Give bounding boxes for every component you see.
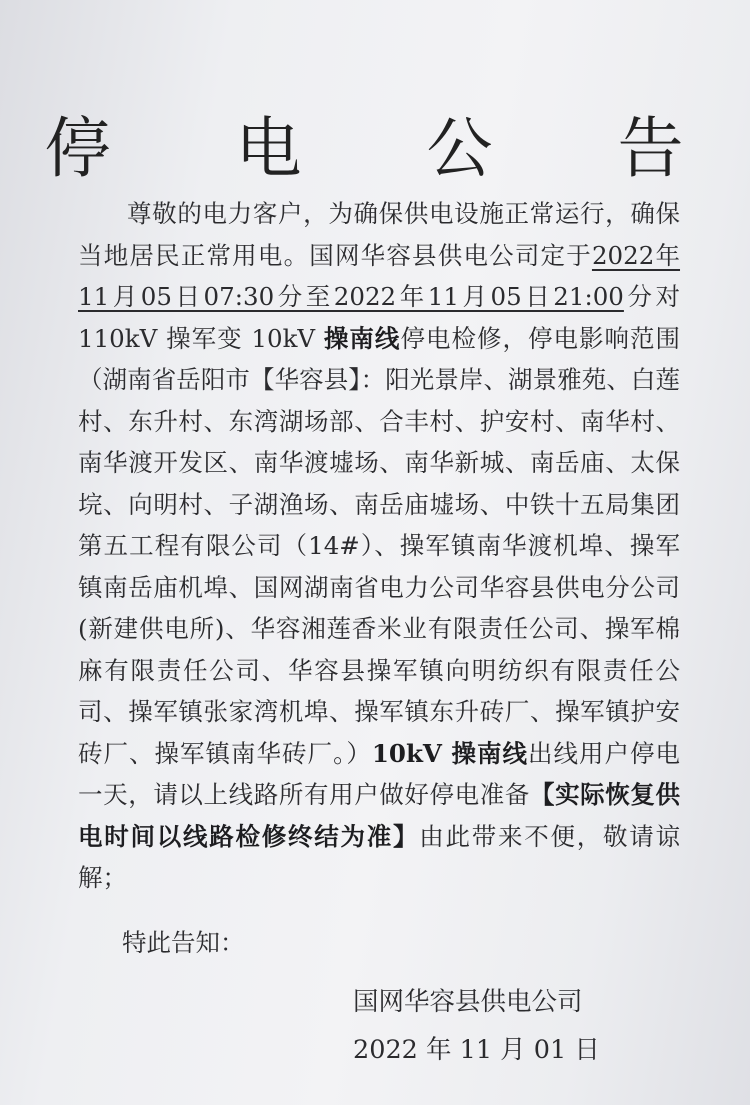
notice-paragraph [78, 193, 680, 899]
time-after-text: 分对 110kV 操军变 10kV [78, 282, 681, 353]
closing-text: 特此告知： [122, 928, 245, 957]
signature-block [353, 978, 600, 1074]
outage-time-range: 2022年11月05日07:30分至2022年11月05日21:00 [78, 240, 681, 311]
signer-name: 国网华容县供电公司 [353, 987, 583, 1017]
outage-text: 出线用户停电一天，请以上线路所有用户做好停电准备 [78, 738, 681, 809]
apology-text: 由此带来不便，敬请谅解； [78, 821, 680, 892]
line-name: 操南线 [323, 323, 401, 353]
notice-body [78, 193, 680, 899]
line-name-full: 10kV 操南线 [371, 738, 528, 768]
scope-text: 停电检修，停电影响范围（湖南省岳阳市【华容县】：阳光景岸、湖景雅苑、白莲村、东升村、东湾湖场部、合丰村、护安村、南华村、南华渡开发区、南华渡墟场、南华新城、南岳庙、太保垸、向明村、子湖渔场、南岳庙墟场、中铁十五局集团第五工程有限公司（14#）、操军镇南华渡机埠、操军镇南岳庙机埠、国网湖南省电力公司华容县供电分公司(新建供电所)、华容湘莲香米业有限责任公司、操军棉麻有限责任公司、华容县操军镇向明纺织有限责任公司、操军镇张家湾机埠、操军镇东升砖厂、操军镇护安砖厂、操军镇南华砖厂。） [78, 323, 681, 768]
notice-date: 2022 年 11 月 01 日 [353, 1035, 600, 1065]
notice-title: 停 电 公 告 [44, 110, 736, 187]
greeting-text: 尊敬的电力客户，为确保供电设施正常运行，确保当地居民正常用电。国网华容县供电公司定于 [78, 199, 680, 270]
restore-note: 【实际恢复供电时间以线路检修终结为准】 [78, 780, 681, 851]
